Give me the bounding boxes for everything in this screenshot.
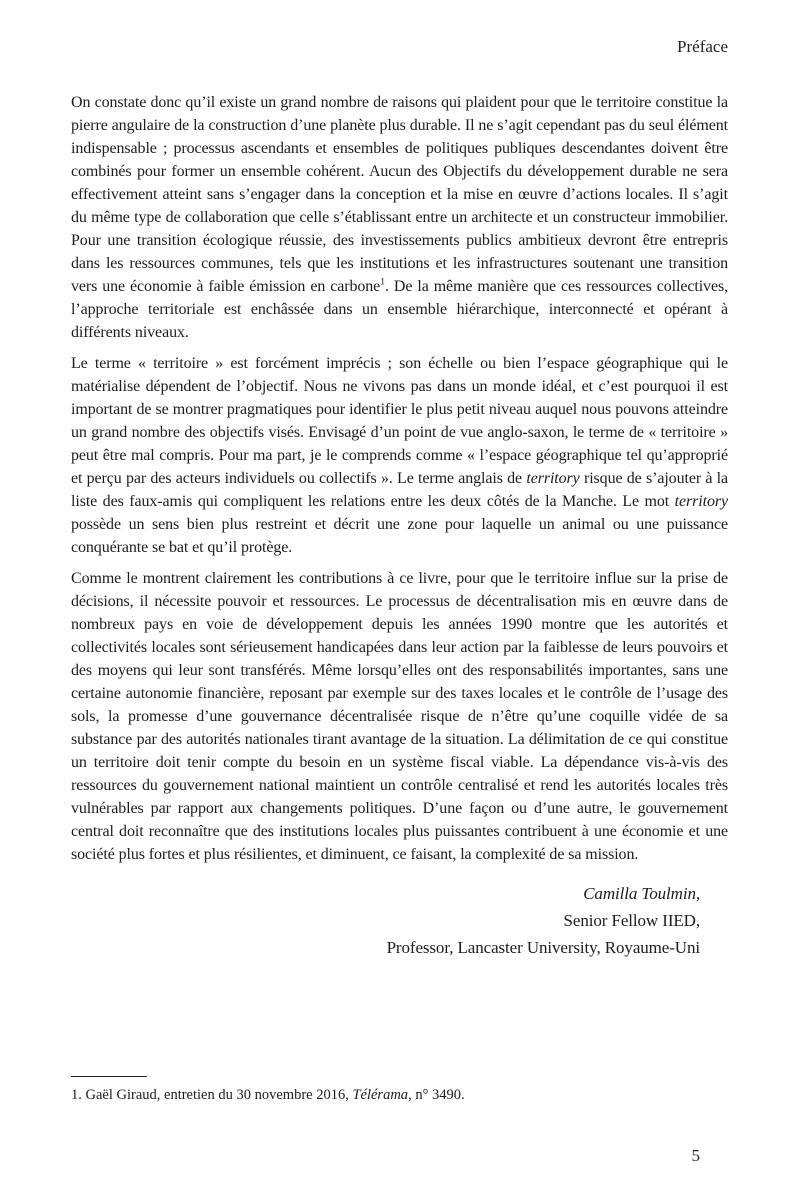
signature-title-line-2: Professor, Lancaster University, Royaume-Uni <box>386 938 700 957</box>
footnote-text-start: 1. Gaël Giraud, entretien du 30 novembre 2016, <box>71 1087 353 1103</box>
footnote-block <box>71 1076 728 1104</box>
paragraph-2-text-end: possède un sens bien plus restreint et décrit une zone pour laquelle un animal ou une puissance conquérante se bat et qu’il protège. <box>71 516 728 556</box>
paragraph-2-text: Le terme « territoire » est forcément imprécis ; son échelle ou bien l’espace géographique qui le matérialise dépendent de l’objectif. Nous ne vivons pas dans un monde idéal, et c’est pourquoi il est important de se montrer pragmatiques pour identifier le plus petit niveau auquel nous pouvons atteindre un grand nombre des objectifs visés. Envisagé d’un point de vue anglo-saxon, le terme de « territoire » peut être mal compris. Pour ma part, je le comprends comme « l’espace géographique tel qu’approprié et perçu par des acteurs individuels ou collectifs ». Le terme anglais de <box>71 355 728 487</box>
paragraph-1 <box>71 91 728 344</box>
footnote-journal-title: Télérama <box>352 1087 409 1103</box>
footnote-text <box>71 1086 728 1104</box>
page-number: 5 <box>691 1146 700 1165</box>
signature-title-line-1: Senior Fellow IIED, <box>563 911 700 930</box>
paragraph-2-text-mid: risque de s’ajouter à la liste des faux-amis qui compliquent les relations entre les deux côtés de la Manche. Le mot <box>71 470 728 510</box>
running-header: Préface <box>677 37 728 56</box>
paragraph-2 <box>71 352 728 559</box>
footnote-reference: 1 <box>380 276 386 288</box>
signature-name: Camilla Toulmin, <box>583 884 700 903</box>
paragraph-1-text-after-ref: . De la même manière que ces ressources collectives, l’approche territoriale est enchâssée dans un ensemble hiérarchique, interconnecté et opérant à différents niveaux. <box>71 278 728 341</box>
paragraph-1-text: On constate donc qu’il existe un grand nombre de raisons qui plaident pour que le territoire constitue la pierre angulaire de la construction d’une planète plus durable. Il ne s’agit cependant pas du seul élément indispensable ; processus ascendants et ensembles de politiques publiques descendantes doivent être combinés pour former un ensemble cohérent. Aucun des Objectifs du développement durable ne sera effectivement atteint sans s’engager dans la conception et la mise en œuvre d’actions locales. Il s’agit du même type de collaboration que celle s’établissant entre un architecte et un constructeur immobilier. Pour une transition écologique réussie, des investissements publics ambitieux devront être entrepris dans les ressources communes, tels que les institutions et les infrastructures soutenant une transition vers une économie à faible émission en carbone <box>71 94 728 295</box>
footnote-text-end: , n° 3490. <box>408 1087 465 1103</box>
body-text <box>71 91 728 961</box>
italic-term-territory-2: territory <box>674 493 728 510</box>
paragraph-3 <box>71 567 728 866</box>
footnote-rule <box>71 1076 147 1077</box>
signature-block <box>71 880 728 961</box>
italic-term-territory-1: territory <box>526 470 580 487</box>
paragraph-3-text: Comme le montrent clairement les contributions à ce livre, pour que le territoire influe sur la prise de décisions, il nécessite pouvoir et ressources. Le processus de décentralisation mis en œuvre dans de nombreux pays en voie de développement depuis les années 1990 montre que les autorités et collectivités locales sont sérieusement handicapées dans leur action par la faiblesse de leurs pouvoirs et des moyens qui leur sont transférés. Même lorsqu’elles ont des responsabilités importantes, sans une certaine autonomie financière, reposant par exemple sur des taxes locales et le contrôle de l’usage des sols, la promesse d’une gouvernance décentralisée risque de n’être qu’une coquille vidée de sa substance par des autorités nationales tirant avantage de la situation. La délimitation de ce qui constitue un territoire doit tenir compte du besoin en un système fiscal viable. La dépendance vis-à-vis des ressources du gouvernement national maintient un contrôle centralisé et rend les autorités locales très vulnérables par rapport aux changements politiques. D’une façon ou d’une autre, le gouvernement central doit reconnaître que des institutions locales plus puissantes contribuent à une économie et une société plus fortes et plus résilientes, et diminuent, ce faisant, la complexité de sa mission. <box>71 570 728 863</box>
